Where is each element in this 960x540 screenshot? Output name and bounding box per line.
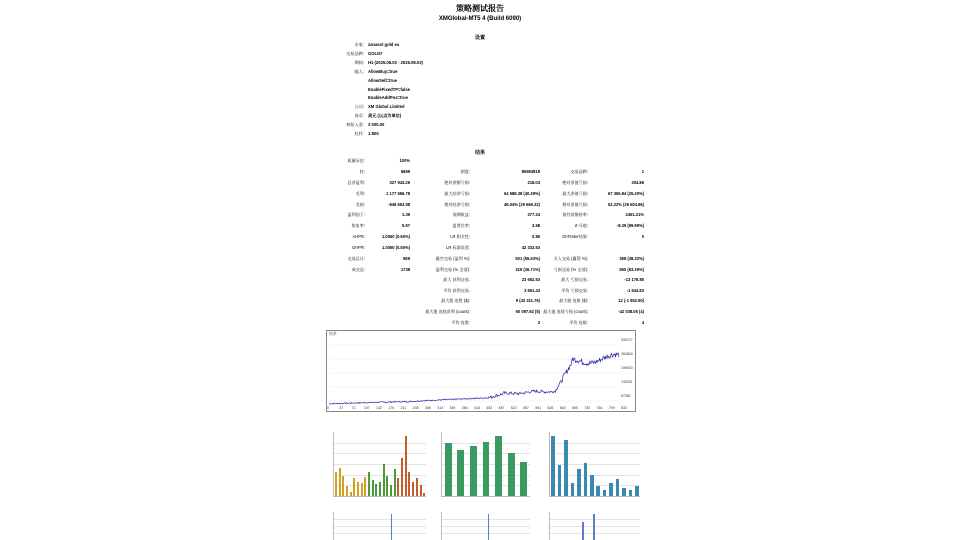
balance-x-tick: 730 (584, 406, 591, 410)
balance-x-tick: 833 (621, 406, 627, 410)
result-label: 成交总: (351, 266, 365, 272)
histogram-bar (401, 458, 403, 496)
settings-row (300, 51, 500, 59)
balance-x-tick: 314 (437, 406, 444, 410)
result-label: 盈利因子: (347, 212, 365, 217)
result-value: 501 (55.53%) (515, 256, 540, 261)
result-value: 42 333.63 (521, 244, 540, 250)
result-value: 67 365.84 (25.20%) (608, 190, 644, 196)
balance-x-tick: 37 (339, 406, 344, 410)
histogram-bar (593, 514, 594, 540)
result-label: 柱: (359, 168, 365, 174)
histogram-bar (375, 484, 377, 496)
settings-value: EnableAddPos=true (368, 95, 408, 101)
result-label: LR 相关性: (450, 233, 470, 239)
result-label: 最大 亏损交易: (561, 277, 588, 283)
balance-y-tick: 133201 (621, 380, 633, 384)
balance-y-tick: 330727 (621, 338, 633, 342)
histogram-bar (635, 486, 639, 496)
settings-heading: 设置 (474, 35, 485, 41)
histogram-bar (391, 514, 392, 540)
settings-value: XM Global Limited (368, 104, 405, 110)
balance-chart-plot (327, 331, 635, 411)
histogram-bar (372, 480, 374, 496)
balance-x-tick: 626 (547, 406, 554, 410)
result-label: 亏损交易 (% 全部): (553, 266, 588, 272)
histogram-bar (584, 463, 588, 496)
settings-value: AllowSell=true (368, 77, 397, 83)
settings-label: 交易品种: (346, 50, 364, 56)
settings-label: 输入: (354, 68, 364, 74)
result-value: 3.58 (532, 222, 540, 228)
balance-x-tick: 176 (388, 406, 395, 410)
balance-x-tick: 142 (376, 406, 382, 410)
settings-value: EnableFixedTP=false (368, 86, 411, 92)
histogram-bar (582, 522, 583, 540)
histogram-gridline (442, 526, 530, 527)
settings-row (300, 95, 500, 103)
histogram-gridline (442, 533, 530, 534)
histogram-bar (616, 479, 620, 496)
report-subtitle: XMGlobal-MT5 4 (Build 6090) (438, 16, 522, 22)
settings-label: 初始入金: (346, 122, 364, 128)
result-label: 最大值 连续获利 (count): (425, 309, 470, 314)
result-label: 刻度: (460, 168, 470, 174)
result-label: 预付款维持率: (562, 212, 588, 217)
settings-value: zanasol gold ea (368, 42, 400, 47)
result-value: 64 588.38 (40.29%) (504, 190, 540, 196)
settings-value: 1:500 (368, 131, 379, 136)
histogram-gridline (442, 519, 530, 520)
result-label: 相对结余亏损: (444, 201, 470, 207)
result-label: 最大值 连败 ($): (559, 298, 588, 304)
settings-label: 期间: (354, 59, 364, 65)
settings-value: AllowBuy=true (368, 68, 398, 74)
histogram-gridline (334, 526, 426, 527)
histogram-monthly (549, 432, 640, 497)
histogram-bar (551, 436, 555, 496)
result-value: 218.04 (527, 179, 540, 185)
histogram-bar (416, 478, 418, 496)
result-value: 9 (43 311.76) (515, 298, 540, 304)
histogram-gridline (334, 475, 426, 476)
balance-x-tick: 0 (327, 406, 329, 410)
result-value: 5869 (400, 168, 410, 174)
result-label: Z-分值: (574, 222, 588, 228)
histogram-gridline (334, 519, 426, 520)
histogram-bar (423, 493, 425, 496)
histogram-bar (412, 482, 414, 496)
histogram-bar (390, 485, 392, 496)
result-value: 1.0060 (0.60%) (382, 233, 410, 239)
histogram-gridline (334, 464, 426, 465)
result-value: -13 178.80 (624, 277, 644, 283)
balance-line (329, 353, 619, 404)
histogram-secondary-monthly (549, 512, 640, 540)
result-value: 3 (537, 319, 540, 325)
report-title: 策略测试报告 (456, 4, 504, 13)
result-label: LR 标准误差: (446, 244, 470, 250)
result-value: 1 (641, 168, 644, 174)
result-value: 85953818 (521, 168, 540, 174)
balance-x-tick: 764 (596, 406, 603, 410)
result-value: 52.22% (26 504.86) (608, 201, 644, 207)
result-value: 46.04% (29 666.32) (504, 201, 540, 207)
histogram-bar (470, 446, 477, 496)
result-label: 平均 亏损交易: (561, 287, 588, 293)
result-value: 869 (403, 256, 410, 261)
histogram-hourly (333, 432, 426, 497)
result-label: 盈利交易 (% 全部): (435, 266, 470, 272)
settings-label: 货币: (354, 113, 364, 119)
histogram-gridline (550, 526, 640, 527)
settings-row (300, 113, 500, 121)
histogram-bar (609, 483, 613, 497)
result-label: OnTester结果: (562, 233, 588, 239)
histogram-bar (603, 490, 607, 496)
result-value: -849 653.98 (388, 201, 410, 207)
settings-row (300, 78, 500, 86)
result-label: 交易总计: (347, 256, 365, 261)
result-label: 平均 连败: (569, 319, 588, 325)
balance-x-tick: 695 (572, 406, 578, 410)
balance-x-tick: 591 (535, 406, 542, 410)
histogram-bar (408, 472, 410, 496)
settings-row (300, 122, 500, 130)
result-label: 做空交易 (盈利 %): (435, 256, 470, 261)
result-label: 相对净值亏损: (562, 201, 588, 207)
result-value: 1 177 566.78 (386, 190, 410, 196)
settings-value: H1 (2025.08.03 - 2026.08.03) (368, 59, 423, 65)
histogram-bar (379, 482, 381, 496)
result-value: -8.35 (99.99%) (616, 222, 644, 228)
result-value: 4 (641, 319, 644, 325)
balance-x-tick: 280 (425, 406, 431, 410)
balance-x-tick: 72 (351, 406, 356, 410)
result-value: 1.39 (402, 212, 410, 217)
histogram-bar (353, 478, 355, 496)
histogram-gridline (334, 453, 426, 454)
settings-label: 公司: (354, 104, 364, 110)
settings-row (300, 104, 500, 112)
settings-value: 3 000.00 (368, 122, 385, 128)
histogram-bar (457, 450, 464, 497)
balance-legend: 结余 (329, 332, 337, 336)
histogram-bar (386, 476, 388, 496)
balance-y-tick: 264840 (621, 352, 633, 356)
histogram-bar (629, 490, 633, 496)
histogram-bar (577, 469, 581, 496)
balance-x-tick: 349 (449, 406, 456, 410)
result-label: 最大值 连胜 ($): (441, 298, 470, 304)
result-value: 0 (641, 233, 644, 239)
histogram-bar (508, 453, 515, 497)
result-label: 质量历史: (347, 158, 365, 163)
histogram-bar (368, 472, 370, 496)
histogram-bar (339, 468, 341, 496)
histogram-bar (420, 485, 422, 496)
result-label: GHPR: (352, 244, 365, 250)
result-label: 绝对余额亏损: (444, 179, 470, 185)
histogram-bar (488, 514, 489, 540)
result-label: 最大结余亏损: (444, 190, 470, 196)
balance-x-tick: 660 (559, 406, 566, 410)
settings-row (300, 60, 500, 68)
balance-x-tick: 487 (498, 406, 505, 410)
histogram-bar (342, 476, 344, 496)
settings-row (300, 131, 500, 139)
result-value: 2491.21% (625, 212, 644, 217)
histogram-bar (622, 488, 626, 496)
result-value: 1.0050 (0.50%) (382, 244, 410, 250)
result-label: 最大 获利交易: (443, 277, 470, 283)
result-value: 550 (63.29%) (619, 266, 644, 272)
result-label: 最大值 连续亏损 (count): (543, 309, 588, 314)
histogram-gridline (334, 443, 426, 444)
histogram-bar (445, 443, 452, 496)
result-label: 平均 获利交易: (443, 287, 470, 293)
result-label: 买入交易 (赢得 %): (553, 256, 588, 261)
result-label: 绝对净值亏损: (562, 179, 588, 185)
result-value: 327 943.26 (389, 179, 410, 185)
settings-value: GOLD# (368, 50, 383, 56)
histogram-bar (364, 477, 366, 496)
result-value: 204.86 (631, 179, 644, 185)
balance-x-tick: 418 (474, 406, 480, 410)
result-value: 23 652.53 (521, 277, 540, 283)
result-value: 377.34 (527, 212, 540, 217)
result-value: 0.86 (532, 233, 540, 239)
result-label: 恢复率: (351, 222, 365, 228)
result-label: 平均 连胜: (451, 319, 470, 325)
histogram-gridline (550, 533, 640, 534)
balance-x-tick: 522 (510, 406, 517, 410)
histogram-bar (357, 482, 359, 496)
result-label: AHPR: (352, 233, 365, 239)
balance-x-tick: 107 (363, 406, 370, 410)
histogram-bar (596, 486, 600, 496)
histogram-bar (571, 483, 575, 497)
balance-x-tick: 245 (412, 406, 419, 410)
balance-y-tick: 199020 (621, 366, 633, 370)
settings-row (300, 69, 500, 77)
settings-value: 美元 (以点为单位) (368, 113, 402, 119)
balance-x-tick: 211 (400, 406, 407, 410)
histogram-bar (558, 465, 562, 496)
histogram-bar (361, 483, 363, 496)
result-label: 最大净值亏损: (562, 190, 588, 196)
histogram-bar (397, 478, 399, 496)
histogram-bar (520, 462, 527, 496)
histogram-bar (335, 472, 337, 496)
result-value: 12 (-1 652.60) (618, 298, 644, 304)
result-label: 预期收益: (452, 212, 470, 217)
histogram-bar (495, 436, 502, 496)
result-value: 1738 (400, 266, 410, 272)
balance-x-tick: 557 (523, 406, 529, 410)
balance-chart (326, 330, 636, 412)
histogram-bar (590, 475, 594, 496)
histogram-bar (350, 492, 352, 496)
result-label: 毛利: (355, 190, 365, 196)
result-value: 319 (36.71%) (515, 266, 540, 272)
settings-label: 专家: (354, 42, 364, 47)
balance-x-tick: 453 (486, 406, 493, 410)
result-value: 5.57 (402, 222, 410, 228)
results-heading: 结果 (474, 150, 485, 156)
balance-x-tick: 384 (461, 406, 468, 410)
histogram-bar (405, 436, 407, 496)
balance-y-tick: 67381 (621, 394, 631, 398)
result-value: -42 038.05 (4) (618, 309, 644, 314)
result-label: 毛损: (355, 201, 365, 207)
histogram-secondary-weekday (441, 512, 530, 540)
result-label: 夏普比率: (452, 222, 470, 228)
result-label: 总净盈利: (347, 179, 365, 185)
histogram-bar (383, 464, 385, 496)
result-value: -1 544.83 (626, 287, 644, 293)
histogram-bar (564, 440, 568, 496)
settings-row (300, 87, 500, 95)
settings-label: 杠杆: (354, 131, 364, 136)
result-value: 3 691.43 (524, 287, 540, 293)
result-value: 100% (399, 158, 410, 163)
settings-row (300, 42, 500, 50)
histogram-gridline (334, 533, 426, 534)
result-value: 60 097.92 (5) (515, 309, 540, 314)
result-label: 交易品种: (570, 168, 588, 174)
histogram-bar (483, 442, 490, 496)
histogram-bar (394, 469, 396, 496)
result-value: 368 (38.32%) (619, 256, 644, 261)
histogram-secondary-hourly (333, 512, 426, 540)
histogram-weekday (441, 432, 530, 497)
histogram-gridline (550, 519, 640, 520)
balance-x-tick: 799 (608, 406, 615, 410)
histogram-bar (346, 486, 348, 496)
